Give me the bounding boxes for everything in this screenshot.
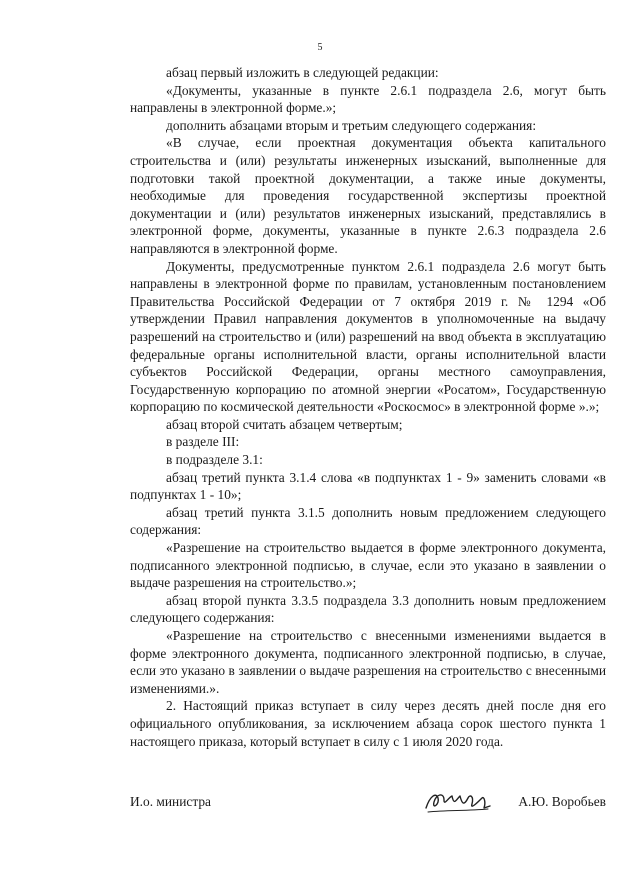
paragraph: 2. Настоящий приказ вступает в силу через десять дней после дня его официального опубликования, за исключением абзаца сорок шестого пункта 1 настоящего приказа, который вступает в силу с 1 июля 2020 года. — [130, 698, 606, 749]
paragraph: абзац третий пункта 3.1.5 дополнить новым предложением следующего содержания: — [130, 504, 606, 538]
paragraph: абзац второй пункта 3.3.5 подраздела 3.3 дополнить новым предложением следующего содержания: — [130, 592, 606, 626]
signatory-name: А.Ю. Воробьев — [518, 794, 606, 809]
signature-block — [130, 794, 606, 818]
paragraph: Документы, предусмотренные пунктом 2.6.1 подраздела 2.6 могут быть направлены в электронной форме по правилам, установленным постановлением Правительства Российской Федерации от 7 октября 2019 г. № 1294 «Об утверждении Правил направления документов в уполномоченные на выдачу разрешений на строительство и (или) разрешений на ввод объекта в эксплуатацию федеральные органы исполнительной власти, органы исполнительной власти субъектов Российской Федерации, органы местного самоуправления, Государственную корпорацию по атомной энергии «Росатом», Государственную корпорацию по космической деятельности «Роскосмос» в электронной форме ».»; — [130, 258, 606, 415]
paragraph: «В случае, если проектная документация объекта капитального строительства и (или) результаты инженерных изысканий, выполненные для подготовки такой проектной документации, а также иные документы, необходимые для проведения государственной экспертизы проектной документации и (или) результатов инженерных изысканий, представлялись в электронной форме, документы, указанные в пункте 2.6.3 подраздела 2.6 направляются в электронной форме. — [130, 135, 606, 256]
paragraph: в разделе III: — [166, 434, 240, 450]
paragraph: «Разрешение на строительство выдается в форме электронного документа, подписанного электронной подписью, в случае, если это указано в заявлении о выдаче разрешения на строительство.»; — [130, 540, 606, 591]
paragraph: дополнить абзацами вторым и третьим следующего содержания: — [166, 117, 537, 133]
signatory-role: И.о. министра — [130, 794, 211, 809]
document-body — [130, 64, 606, 750]
paragraph: «Документы, указанные в пункте 2.6.1 подраздела 2.6, могут быть направлены в электронной форме.»; — [130, 82, 606, 116]
paragraph: «Разрешение на строительство с внесенными изменениями выдается в форме электронного документа, подписанного электронной подписью, в случае, если это указано в заявлении о выдаче разрешения на строительство с внесенными изменениями.». — [130, 628, 606, 696]
paragraph: в подразделе 3.1: — [166, 452, 263, 468]
paragraph: абзац первый изложить в следующей редакции: — [166, 65, 439, 80]
handwritten-signature — [422, 786, 494, 816]
paragraph: абзац второй считать абзацем четвертым; — [166, 416, 403, 432]
paragraph: абзац третий пункта 3.1.4 слова «в подпунктах 1 - 9» заменить словами «в подпунктах 1 - 10»; — [130, 469, 606, 503]
page-number: 5 — [317, 42, 323, 53]
